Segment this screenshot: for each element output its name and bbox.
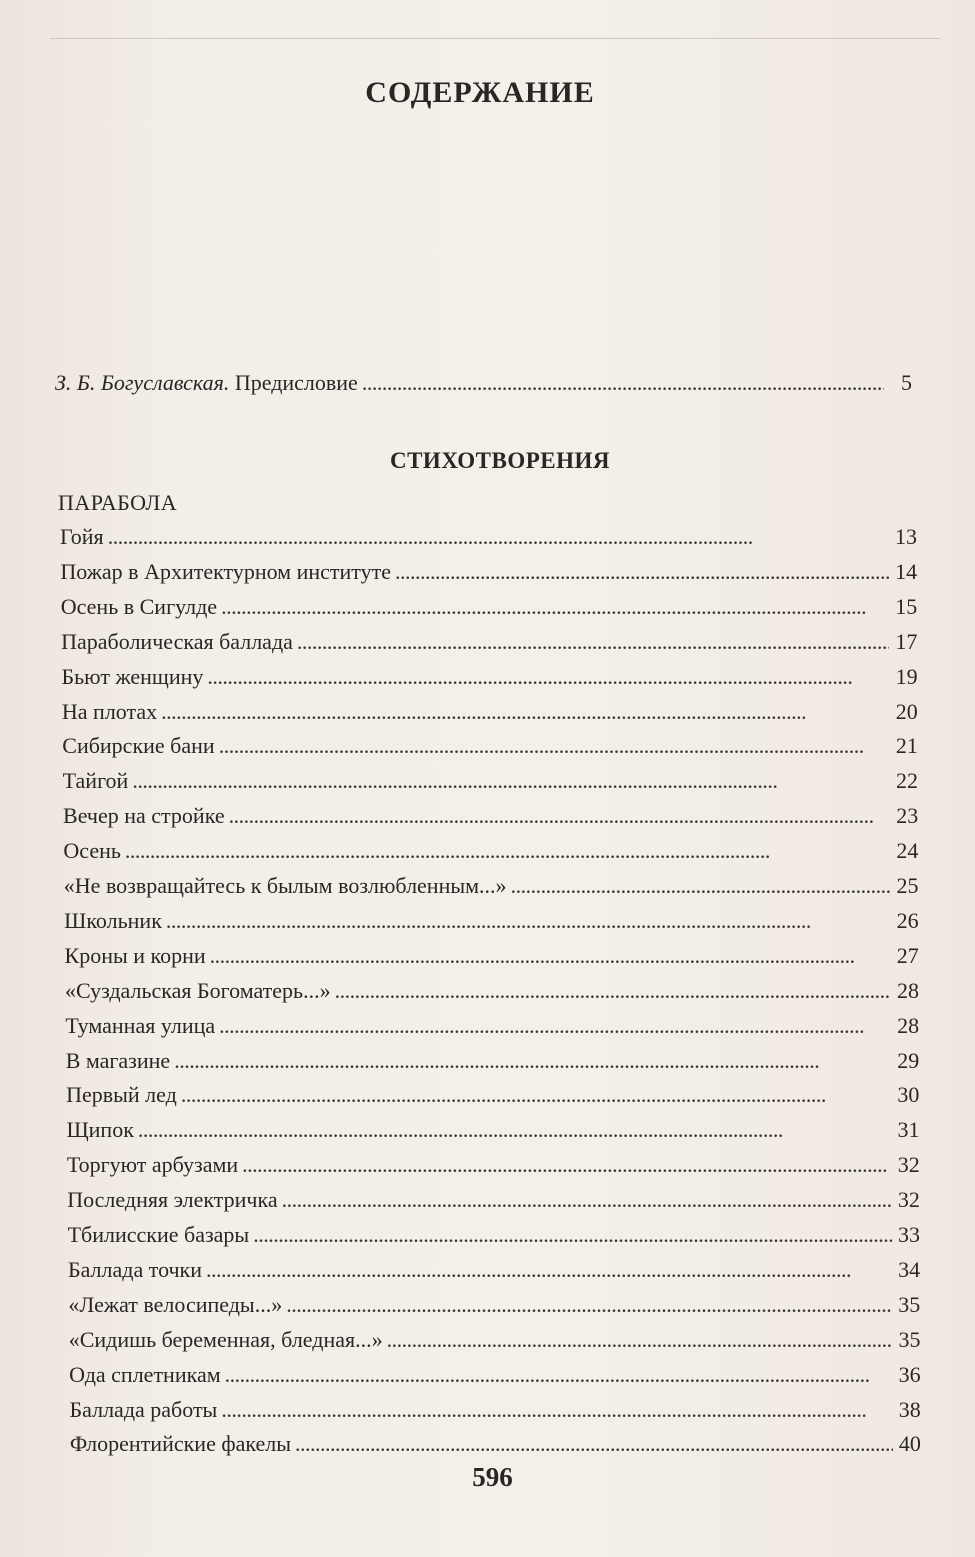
toc-page-number: 14 bbox=[895, 558, 918, 584]
toc-entry bbox=[64, 908, 918, 942]
leader-dots bbox=[225, 1362, 893, 1388]
toc-page-number: 15 bbox=[895, 593, 918, 619]
leader-dots bbox=[138, 1117, 892, 1143]
toc-entry-title: В магазине bbox=[65, 1047, 171, 1073]
preface-title: Предисловие bbox=[234, 370, 358, 395]
toc-entry bbox=[63, 768, 918, 802]
toc-entry bbox=[68, 1257, 920, 1291]
toc-entry bbox=[69, 1327, 921, 1361]
toc-page-number: 19 bbox=[895, 663, 918, 689]
toc-entry bbox=[60, 559, 917, 593]
leader-dots bbox=[229, 803, 891, 829]
leader-dots bbox=[206, 1257, 892, 1283]
toc-entry bbox=[67, 1152, 920, 1186]
toc-entry bbox=[70, 1431, 921, 1465]
toc-entry bbox=[62, 699, 918, 733]
toc-page-number: 30 bbox=[897, 1082, 920, 1108]
toc-entry bbox=[62, 664, 918, 698]
toc-entry bbox=[70, 1397, 921, 1431]
toc-page-number: 40 bbox=[898, 1431, 921, 1457]
toc-page-number: 27 bbox=[896, 942, 919, 968]
leader-dots bbox=[181, 1082, 892, 1108]
toc-page-number: 35 bbox=[898, 1291, 921, 1317]
toc-page-number: 17 bbox=[895, 628, 918, 654]
toc-entry-title: «Не возвращайтесь к былым возлюбленным...» bbox=[63, 873, 507, 898]
toc-page-number: 23 bbox=[896, 803, 919, 829]
toc-entry-title: Вечер на стройке bbox=[63, 803, 225, 829]
toc-page-number: 24 bbox=[896, 838, 919, 864]
toc-entry-title: Осень bbox=[63, 838, 121, 864]
toc-page-number: 13 bbox=[895, 524, 917, 549]
toc-entry-title: Тайгой bbox=[62, 768, 129, 794]
toc-page-number: 35 bbox=[898, 1326, 921, 1352]
toc-entry bbox=[65, 1013, 919, 1047]
toc-page-number: 29 bbox=[897, 1047, 920, 1073]
toc-page-number: 36 bbox=[898, 1361, 921, 1387]
leader-dots bbox=[174, 1048, 891, 1074]
toc-page-number: 20 bbox=[895, 698, 918, 724]
toc-entry bbox=[61, 629, 917, 663]
page-number: 596 bbox=[472, 1462, 513, 1492]
toc-page-number: 31 bbox=[897, 1117, 920, 1143]
leader-dots bbox=[387, 1327, 893, 1353]
leader-dots bbox=[219, 733, 890, 759]
toc-page-number: 32 bbox=[897, 1187, 920, 1213]
leader-dots bbox=[362, 370, 884, 396]
toc-entry-title: Тбилисские базары bbox=[67, 1222, 250, 1247]
toc-preface-row bbox=[55, 370, 912, 404]
toc-page-number: 34 bbox=[898, 1256, 921, 1282]
toc-entry bbox=[62, 733, 918, 767]
toc-page-number: 26 bbox=[896, 907, 919, 933]
toc-entry-title: Кроны и корни bbox=[64, 942, 206, 968]
toc-page-number: 5 bbox=[901, 370, 912, 395]
toc-entry bbox=[60, 524, 917, 558]
toc-entry-title: Щипок bbox=[66, 1117, 134, 1143]
leader-dots bbox=[132, 768, 890, 794]
leader-dots bbox=[242, 1152, 892, 1178]
toc-entry-title: Последняя электричка bbox=[67, 1187, 278, 1213]
leader-dots bbox=[282, 1187, 892, 1213]
toc-entry-title: Осень в Сигулде bbox=[60, 593, 218, 619]
toc-entry-title: Пожар в Архитектурном институте bbox=[60, 558, 392, 584]
toc-entry-title: Параболическая баллада bbox=[61, 628, 293, 654]
toc-page-number: 25 bbox=[896, 873, 919, 898]
toc-entry bbox=[63, 838, 918, 872]
toc-entry-title: Бьют женщину bbox=[61, 663, 204, 689]
toc-page-number: 32 bbox=[897, 1152, 920, 1178]
header-rule bbox=[50, 38, 940, 39]
toc-entry bbox=[68, 1292, 920, 1326]
toc-entry-title: «Суздальская Богоматерь...» bbox=[64, 977, 331, 1003]
toc-entry bbox=[69, 1362, 920, 1396]
toc-entry bbox=[68, 1222, 920, 1256]
toc-entry-title: Сибирские бани bbox=[62, 733, 215, 759]
toc-entry bbox=[65, 943, 919, 977]
toc-entry bbox=[66, 1048, 920, 1082]
toc-entry bbox=[65, 978, 919, 1012]
toc-entry-title: Флорентийские факелы bbox=[69, 1431, 292, 1457]
toc-page-number: 33 bbox=[897, 1222, 920, 1247]
toc-entry-title: Гойя bbox=[60, 524, 104, 549]
toc-entry bbox=[67, 1187, 920, 1221]
leader-dots bbox=[297, 629, 890, 655]
leader-dots bbox=[335, 978, 891, 1004]
toc-page-number: 38 bbox=[898, 1396, 921, 1422]
toc-entry-title: Первый лед bbox=[66, 1082, 177, 1108]
toc-entry-title: «Лежат велосипеды...» bbox=[68, 1291, 283, 1317]
toc-entry bbox=[64, 873, 919, 907]
leader-dots bbox=[286, 1292, 892, 1318]
leader-dots bbox=[210, 943, 891, 969]
leader-dots bbox=[395, 559, 889, 585]
leader-dots bbox=[221, 1397, 892, 1423]
leader-dots bbox=[166, 908, 891, 934]
toc-entry-title: Баллада работы bbox=[69, 1396, 218, 1422]
toc-entry bbox=[61, 594, 918, 628]
section-title: СТИХОТВОРЕНИЯ bbox=[389, 448, 611, 473]
toc-entry-title: Баллада точки bbox=[67, 1256, 203, 1282]
toc-preface-label bbox=[55, 370, 358, 396]
toc-entry-title: «Сидишь беременная, бледная...» bbox=[68, 1326, 383, 1352]
toc-entry-title: Школьник bbox=[64, 907, 162, 933]
leader-dots bbox=[221, 594, 889, 620]
leader-dots bbox=[511, 873, 891, 899]
leader-dots bbox=[253, 1222, 892, 1248]
toc-page-number: 28 bbox=[897, 1012, 920, 1038]
toc-entry bbox=[66, 1082, 919, 1116]
toc-page-number: 22 bbox=[896, 768, 919, 794]
leader-dots bbox=[125, 838, 890, 864]
preface-author: З. Б. Богуславская. bbox=[55, 370, 230, 395]
toc-page-number: 21 bbox=[895, 733, 918, 759]
leader-dots bbox=[108, 524, 889, 550]
leader-dots bbox=[219, 1013, 891, 1039]
leader-dots bbox=[295, 1431, 893, 1457]
page-title: СОДЕРЖАНИЕ bbox=[365, 76, 595, 109]
toc-entry-title: Ода сплетникам bbox=[69, 1361, 221, 1387]
subsection-title: ПАРАБОЛА bbox=[58, 490, 178, 515]
toc-page-number: 28 bbox=[896, 977, 919, 1003]
toc-entry bbox=[63, 803, 918, 837]
leader-dots bbox=[161, 699, 890, 725]
toc-entry-title: Торгуют арбузами bbox=[66, 1152, 239, 1178]
toc-entry-title: Туманная улица bbox=[65, 1012, 216, 1038]
toc-entry bbox=[66, 1117, 919, 1151]
toc-entry-title: На плотах bbox=[61, 698, 158, 724]
leader-dots bbox=[207, 664, 889, 690]
